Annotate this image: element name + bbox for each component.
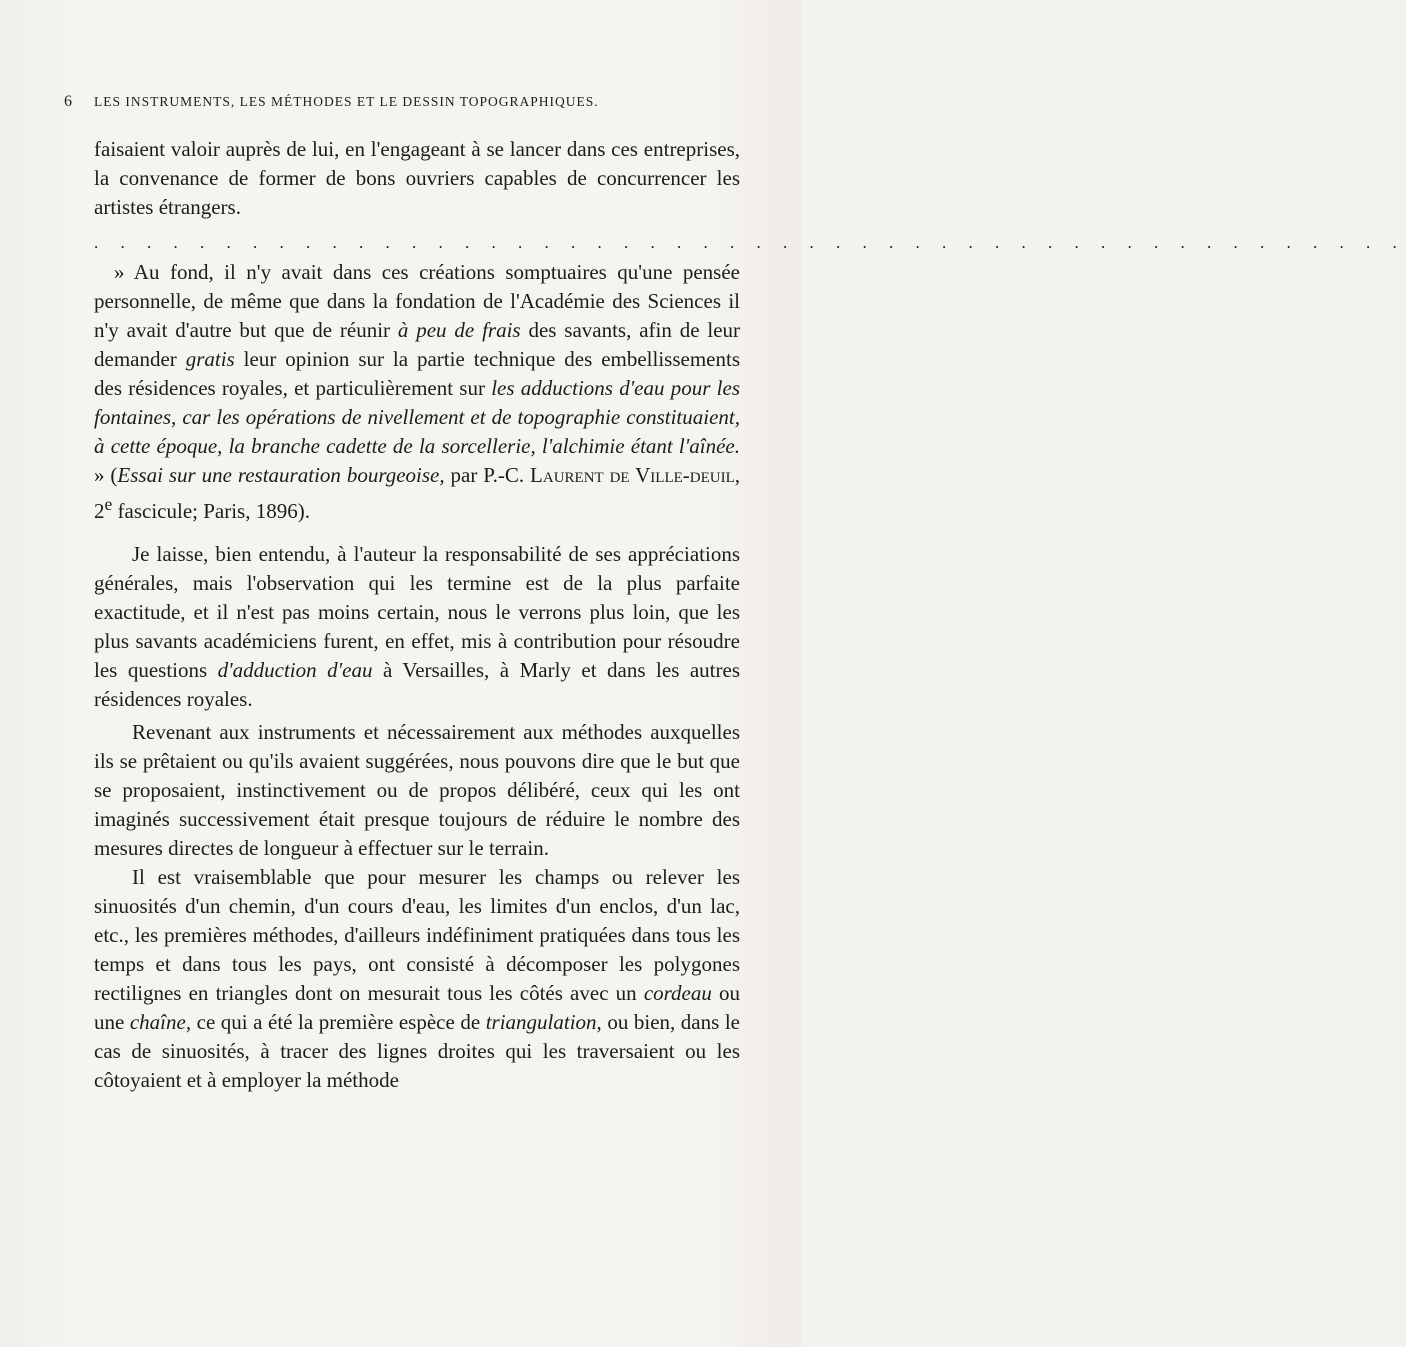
quote-text: fascicule; Paris, 1896).	[112, 499, 310, 523]
paragraph-emphasis: d'adduction d'eau	[217, 658, 373, 682]
citation-author: Laurent de Ville-deuil	[530, 463, 735, 487]
paragraph	[94, 540, 740, 714]
page-number: 6	[64, 93, 72, 110]
paragraph-text: ce qui a été la première espèce de	[191, 1010, 486, 1034]
paragraph-emphasis: cordeau	[643, 981, 712, 1005]
paragraph-text: ou bien, dans le cas de sinuosités, à tracer des lignes droites qui les traversaient ou les côtoyaient et à employer la méthode	[94, 1010, 740, 1092]
ordinal-superscript: e	[104, 494, 113, 514]
quote-text: » Au fond, il n'y avait dans ces créations somptuaires qu'une pensée personnelle, de même que dans la fondation de l'Académie des Sciences il n'y avait d'autre but que de réunir	[94, 260, 740, 342]
ellipsis-separator: . . . . . . . . . . . . . . . . . . . . . . . . . . . . . . . . . . . . . . . . . . . . . . . . . .	[94, 233, 1406, 252]
paragraph-text: à Versailles, à Marly et dans les autres résidences royales.	[94, 658, 740, 711]
paragraph-text: Il est vraisemblable que pour mesurer les champs ou relever les sinuosités d'un chemin, d'un cours d'eau, les limites d'un enclos, d'un lac, etc., les premières méthodes, d'ailleurs indéfiniment pratiquées dans tous les temps et dans tous les pays, ont consisté à décomposer les polygones rectilignes en triangles dont on mesurait tous les côtés avec un	[94, 865, 740, 1005]
quote-text: des savants, afin de leur demander	[94, 318, 741, 371]
quote-text: par P.-C.	[444, 463, 531, 487]
quoted-paragraph	[94, 258, 740, 526]
quote-text: , 2	[94, 463, 741, 523]
paragraph	[94, 863, 740, 1095]
citation-title: Essai sur une restauration bourgeoise,	[117, 463, 445, 487]
paragraph-emphasis: triangulation,	[485, 1010, 602, 1034]
quote-emphasis: les adductions d'eau pour les fontaines, car les opérations de nivellement et de topographie constituaient, à cette époque, la branche cadette de la sorcellerie, l'alchimie étant l'aînée.	[94, 376, 740, 458]
paragraph-continuation	[94, 135, 740, 222]
paragraph-text: ou une	[94, 981, 741, 1034]
quote-emphasis: à peu de frais	[397, 318, 521, 342]
paragraph-text: Je laisse, bien entendu, à l'auteur la responsabilité de ses appréciations générales, mais l'observation qui les termine est de la plus parfaite exactitude, et il n'est pas moins certain, nous le verrons plus loin, que les plus savants académiciens furent, en effet, mis à contribution pour résoudre les questions	[94, 542, 740, 682]
paragraph-text: Revenant aux instruments et nécessairement aux méthodes auxquelles ils se prêtaient ou qu'ils avaient suggérées, nous pouvons dire que le but que se proposaient, instinctivement ou de propos délibéré, ceux qui les ont imaginés successivement était presque toujours de réduire le nombre des mesures directes de longueur à effectuer sur le terrain.	[94, 720, 740, 860]
quote-text: » (	[94, 463, 118, 487]
paragraph	[94, 718, 740, 863]
quote-text: leur opinion sur la partie technique des embellissements des résidences royales, et particulièrement sur	[94, 347, 740, 400]
running-title: LES INSTRUMENTS, LES MÉTHODES ET LE DESSIN TOPOGRAPHIQUES.	[94, 94, 599, 109]
paragraph-text: faisaient valoir auprès de lui, en l'engageant à se lancer dans ces entreprises, la convenance de former de bons ouvriers capables de concurrencer les artistes étrangers.	[94, 137, 740, 219]
quote-emphasis: gratis	[185, 347, 235, 371]
body-text	[94, 135, 1406, 1095]
paragraph-emphasis: chaîne,	[129, 1010, 192, 1034]
